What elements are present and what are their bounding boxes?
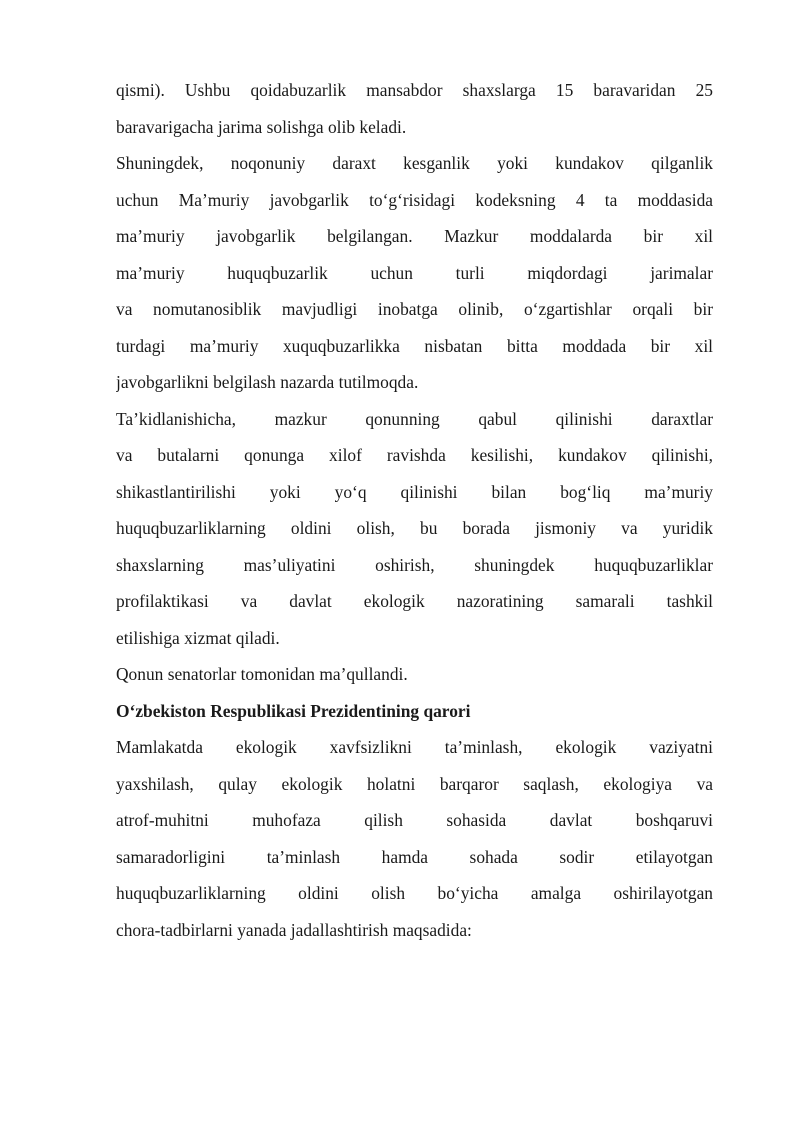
text-line-19: Mamlakatda ekologik xavfsizlikni ta’minlash, ekologik vaziyatni	[116, 737, 713, 757]
text-line-20: yaxshilash, qulay ekologik holatni barqaror saqlash, ekologiya va	[116, 773, 713, 794]
text-line-9: javobgarlikni belgilash nazarda tutilmoqda.	[116, 372, 419, 392]
text-line-7: va nomutanosiblik mavjudligi inobatga olinib, o‘zgartishlar orqali bir	[116, 299, 713, 319]
text-line-21: atrof-muhitni muhofaza qilish sohasida davlat boshqaruvi	[116, 810, 713, 830]
section-heading: O‘zbekiston Respublikasi Prezidentining qarori	[116, 700, 471, 721]
text-line-15: profilaktikasi va davlat ekologik nazoratining samarali tashkil	[116, 591, 713, 611]
text-line-22: samaradorligini ta’minlash hamda sohada sodir etilayotgan	[116, 846, 713, 867]
text-line-2: baravarigacha jarima solishga olib keladi.	[116, 116, 407, 137]
text-line-1: qismi). Ushbu qoidabuzarlik mansabdor shaxslarga 15 baravaridan 25	[116, 80, 713, 100]
text-line-10: Ta’kidlanishicha, mazkur qonunning qabul qilinishi daraxtlar	[116, 408, 713, 429]
text-line-24: chora-tadbirlarni yanada jadallashtirish maqsadida:	[116, 919, 472, 940]
text-line-5: ma’muriy javobgarlik belgilangan. Mazkur moddalarda bir xil	[116, 226, 713, 246]
text-line-8: turdagi ma’muriy xuquqbuzarlikka nisbatan bitta moddada bir xil	[116, 335, 713, 356]
text-line-13: huquqbuzarliklarning oldini olish, bu borada jismoniy va yuridik	[116, 518, 713, 538]
text-line-4: uchun Ma’muriy javobgarlik to‘g‘risidagi kodeksning 4 ta moddasida	[116, 189, 713, 210]
text-line-14: shaxslarning mas’uliyatini oshirish, shuningdek huquqbuzarliklar	[116, 554, 713, 575]
document-page	[116, 72, 713, 948]
text-line-16: etilishiga xizmat qiladi.	[116, 627, 280, 648]
text-line-3: Shuningdek, noqonuniy daraxt kesganlik yoki kundakov qilganlik	[116, 153, 713, 173]
text-line-11: va butalarni qonunga xilof ravishda kesilishi, kundakov qilinishi,	[116, 445, 713, 465]
text-line-17: Qonun senatorlar tomonidan ma’qullandi.	[116, 664, 408, 684]
text-line-12: shikastlantirilishi yoki yo‘q qilinishi bilan bog‘liq ma’muriy	[116, 481, 713, 502]
text-line-23: huquqbuzarliklarning oldini olish bo‘yicha amalga oshirilayotgan	[116, 883, 713, 903]
text-line-6: ma’muriy huquqbuzarlik uchun turli miqdordagi jarimalar	[116, 262, 713, 283]
